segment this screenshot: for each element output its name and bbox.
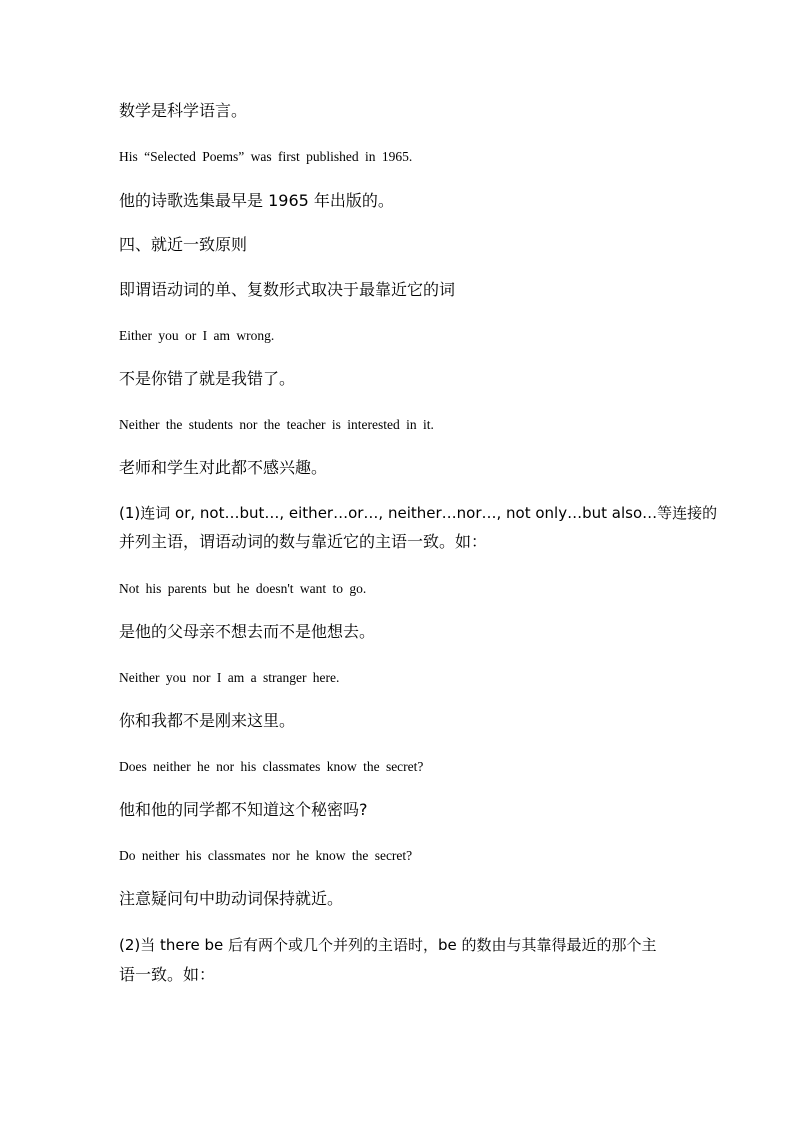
text-line-7: 不是你错了就是我错了。 xyxy=(119,369,296,388)
text-line-17: 他和他的同学都不知道这个秘密吗? xyxy=(119,800,368,819)
text-line-12: Not his parents but he doesn't want to go. xyxy=(119,581,367,596)
text-line-21: 语一致。如： xyxy=(119,965,216,984)
text-line-9: 老师和学生对此都不感兴趣。 xyxy=(119,458,328,477)
text-line-5: 即谓语动词的单、复数形式取决于最靠近它的词 xyxy=(119,280,456,299)
text-line-15: 你和我都不是刚来这里。 xyxy=(119,711,296,730)
text-line-13: 是他的父母亲不想去而不是他想去。 xyxy=(119,622,376,641)
text-line-6: Either you or I am wrong. xyxy=(119,328,275,343)
text-line-11: 并列主语，谓语动词的数与靠近它的主语一致。如： xyxy=(119,532,488,551)
section-heading: 四、就近一致原则 xyxy=(119,235,248,254)
text-line-8: Neither the students nor the teacher is interested in it. xyxy=(119,417,434,432)
text-line-2: His “Selected Poems” was first published in 1965. xyxy=(119,149,413,164)
text-line-10: (1)连词 or, not…but…, either…or…, neither…nor…, not only…but also…等连接的 xyxy=(119,504,718,522)
text-line-16: Does neither he nor his classmates know the secret? xyxy=(119,759,424,774)
text-line-3: 他的诗歌选集最早是 1965 年出版的。 xyxy=(119,191,394,210)
text-line-14: Neither you nor I am a stranger here. xyxy=(119,670,340,685)
text-line-19: 注意疑问句中助动词保持就近。 xyxy=(119,889,344,908)
text-line-18: Do neither his classmates nor he know the secret? xyxy=(119,848,413,863)
text-line-1: 数学是科学语言。 xyxy=(119,101,248,120)
text-line-20: (2)当 there be 后有两个或几个并列的主语时，be 的数由与其靠得最近的那个主 xyxy=(119,936,657,954)
